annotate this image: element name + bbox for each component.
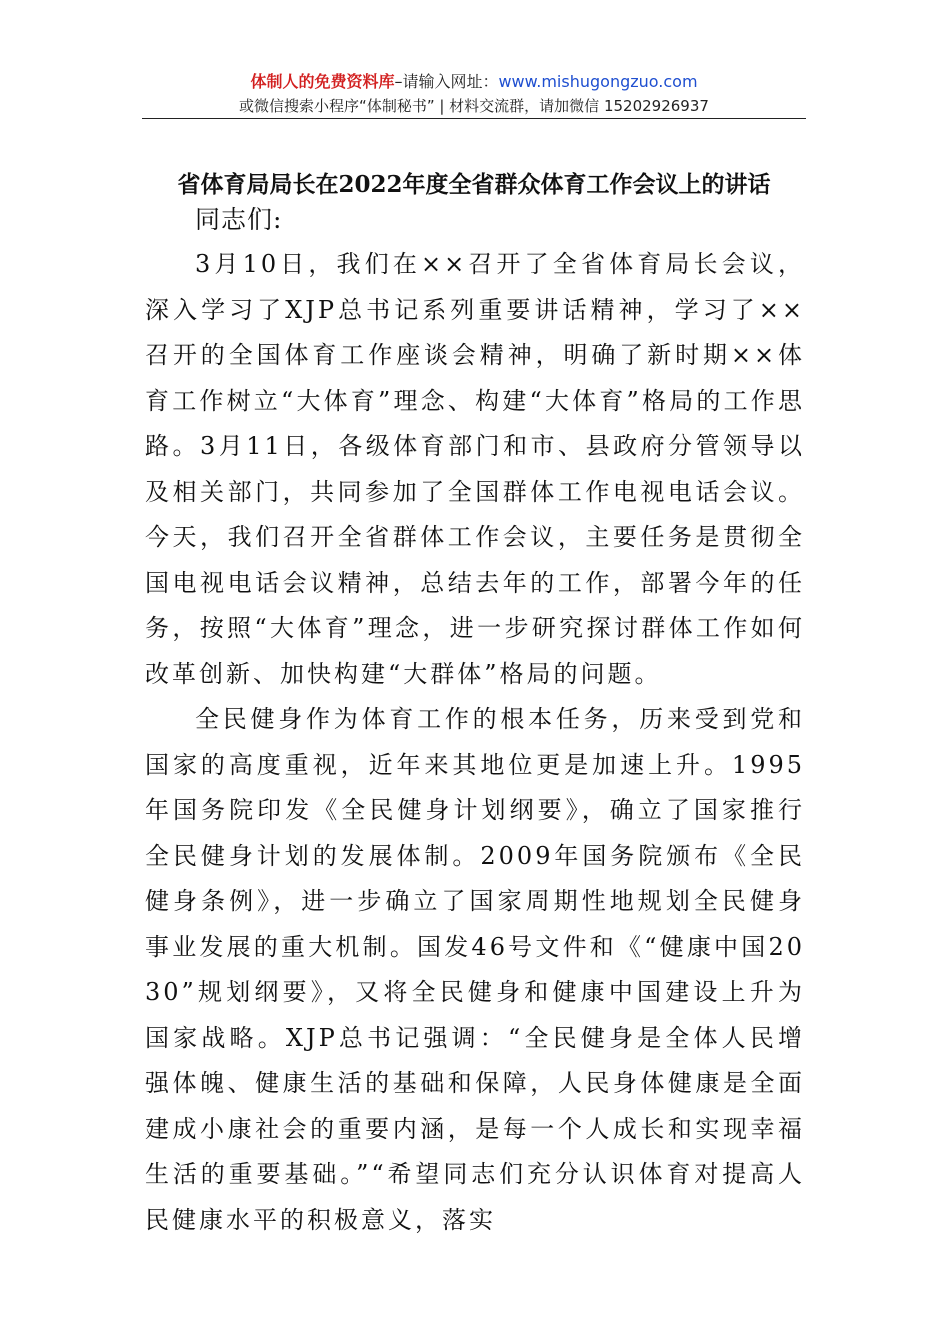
paragraph-1: 3月10日，我们在××召开了全省体育局长会议，深入学习了XJP总书记系列重要讲话精神，学习了××召开的全国体育工作座谈会精神，明确了新时期××体育工作树立“大体育”理念、构建“大体育”格局的工作思路。3月11日，各级体育部门和市、县政府分管领导以及相关部门，共同参加了全国群体工作电视电话会议。今天，我们召开全省群体工作会议，主要任务是贯彻全国电视电话会议精神，总结去年的工作，部署今年的任务，按照“大体育”理念，进一步研究探讨群体工作如何改革创新、加快构建“大群体”格局的问题。 <box>145 250 805 688</box>
paragraph-2: 全民健身作为体育工作的根本任务，历来受到党和国家的高度重视，近年来其地位更是加速上升。1995年国务院印发《全民健身计划纲要》，确立了国家推行全民健身计划的发展体制。2009年国务院颁布《全民健身条例》，进一步确立了国家周期性地规划全民健身事业发展的重大机制。国发46号文件和《“健康中国2030”规划纲要》，又将全民健身和健康中国建设上升为国家战略。XJP总书记强调：“全民健身是全体人民增强体魄、健康生活的基础和保障，人民身体健康是全面建成小康社会的重要内涵，是每一个人成长和实现幸福生活的重要基础。”“希望同志们充分认识体育对提高人民健康水平的积极意义，落实 <box>145 705 805 1234</box>
watermark-header <box>142 70 806 118</box>
header-line-1 <box>142 70 806 94</box>
brand-text: 体制人的免费资料库 <box>250 72 395 91</box>
url-prompt: –请输入网址： <box>394 72 499 91</box>
website-link[interactable]: www.mishugongzuo.com <box>498 72 698 91</box>
document-title: 省体育局局长在2022年度全省群众体育工作会议上的讲话 <box>177 171 771 199</box>
salutation: 同志们: <box>195 205 283 234</box>
document-body <box>145 198 805 1243</box>
header-line-2: 或微信搜索小程序“体制秘书” | 材料交流群，请加微信 15202926937 <box>239 97 709 115</box>
header-divider <box>142 118 806 119</box>
